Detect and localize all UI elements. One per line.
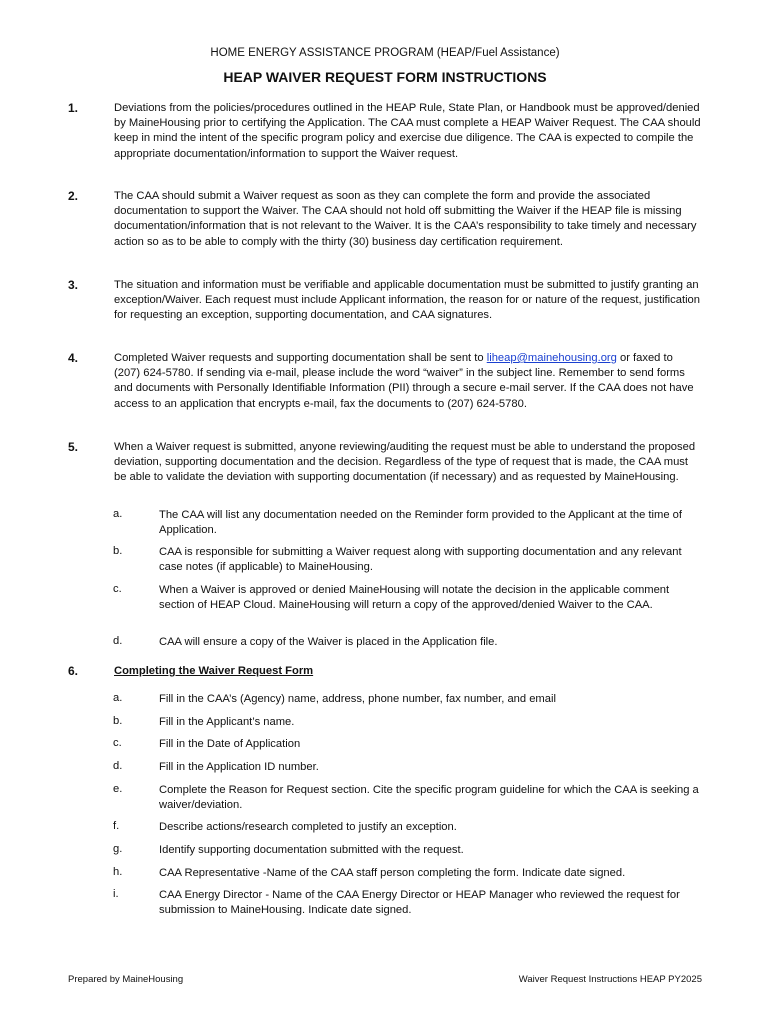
item-number: 4. <box>68 351 79 365</box>
item-text: The situation and information must be verifiable and applicable documentation must be submitted to justify granting an exception/Waiver. Each request must include Applicant information, the reason for or nature of the request, justification for requesting an exception, supporting documentation, and CAA signatures. <box>114 279 701 322</box>
item-number: 5. <box>68 440 79 454</box>
sub-item-text: Describe actions/research completed to justify an exception. <box>159 821 457 833</box>
item-text <box>114 351 702 412</box>
sub-item-letter: e. <box>113 783 123 795</box>
sub-item-letter: i. <box>113 888 119 900</box>
item-number: 1. <box>68 101 79 115</box>
sub-item-text: CAA Representative -Name of the CAA staff person completing the form. Indicate date signed. <box>159 867 626 879</box>
sub-item-letter: d. <box>113 760 123 772</box>
footer-document-title: Waiver Request Instructions HEAP PY2025 <box>518 974 702 985</box>
sub-item-text: Fill in the Applicant’s name. <box>159 716 295 728</box>
item-number: 6. <box>68 664 79 678</box>
sub-item-text: Fill in the Date of Application <box>159 738 301 750</box>
sub-item-letter: b. <box>113 545 123 557</box>
sub-item-text: Complete the Reason for Request section. Cite the specific program guideline for which the CAA is seeking a waiver/deviation. <box>159 784 699 812</box>
item-number: 3. <box>68 278 79 292</box>
item-text-before: Completed Waiver requests and supporting documentation shall be sent to <box>114 352 487 364</box>
sub-item-letter: g. <box>113 843 123 855</box>
item-text: Deviations from the policies/procedures outlined in the HEAP Rule, State Plan, or Handbook must be approved/denied by MaineHousing prior to certifying the Application. The CAA must complete a HEAP Waiver Request. The CAA should keep in mind the intent of the specific program policy and exercise due diligence. The CAA is expected to compile the appropriate documentation/information to support the Waiver request. <box>114 102 701 160</box>
section-subheading: Completing the Waiver Request Form <box>114 665 314 677</box>
sub-item-letter: a. <box>113 508 123 520</box>
sub-item-letter: d. <box>113 635 123 647</box>
sub-item-text: CAA will ensure a copy of the Waiver is placed in the Application file. <box>159 636 498 648</box>
sub-item-text: CAA Energy Director - Name of the CAA Energy Director or HEAP Manager who reviewed the request for submission to MaineHousing. Indicate date signed. <box>159 889 680 917</box>
page-title: HEAP WAIVER REQUEST FORM INSTRUCTIONS <box>223 69 547 85</box>
sub-item-letter: a. <box>113 692 123 704</box>
item-text-after: or faxed to (207) 624-5780. If sending via e-mail, please include the word “waiver” in the subject line. Remember to send forms and documents with Personally Identifiable Information (PII) through a secure e-mail server. If the CAA does not have access to an application that encrypts e-mail, fax the documents to (207) 624-5780. <box>114 352 694 410</box>
sub-item-text: The CAA will list any documentation needed on the Reminder form provided to the Applicant at the time of Application. <box>159 509 682 537</box>
sub-item-letter: f. <box>113 820 120 832</box>
sub-item-text: CAA is responsible for submitting a Waiver request along with supporting documentation and any relevant case notes (if applicable) to MaineHousing. <box>159 546 682 574</box>
item-number: 2. <box>68 189 79 203</box>
sub-item-letter: c. <box>113 737 122 749</box>
program-header: HOME ENERGY ASSISTANCE PROGRAM (HEAP/Fuel Assistance) <box>210 47 560 59</box>
email-link[interactable]: liheap@mainehousing.org <box>486 352 617 364</box>
footer-prepared-by: Prepared by MaineHousing <box>68 974 184 985</box>
sub-item-text: Fill in the Application ID number. <box>159 761 319 773</box>
sub-item-letter: h. <box>113 866 123 878</box>
item-text: When a Waiver request is submitted, anyone reviewing/auditing the request must be able to understand the proposed deviation, supporting documentation and the decision. Regardless of the type of request that is made, the CAA must be able to validate the deviation with supporting documentation (if necessary) and as requested by MaineHousing. <box>114 441 696 484</box>
sub-item-letter: b. <box>113 715 123 727</box>
sub-item-text: Identify supporting documentation submitted with the request. <box>159 844 464 856</box>
sub-item-text: Fill in the CAA’s (Agency) name, address, phone number, fax number, and email <box>159 693 556 705</box>
sub-item-text: When a Waiver is approved or denied MaineHousing will notate the decision in the applicable comment section of HEAP Cloud. MaineHousing will return a copy of the approved/denied Waiver to the CAA. <box>159 584 670 612</box>
item-text: The CAA should submit a Waiver request as soon as they can complete the form and provide the associated documentation to support the Waiver. The CAA should not hold off submitting the Waiver if the HEAP file is missing documentation/information that is not relevant to the Waiver. It is the CAA’s responsibility to take timely and necessary action so as to be able to comply with the thirty (30) business day certification requirement. <box>114 190 697 248</box>
sub-item-letter: c. <box>113 583 122 595</box>
